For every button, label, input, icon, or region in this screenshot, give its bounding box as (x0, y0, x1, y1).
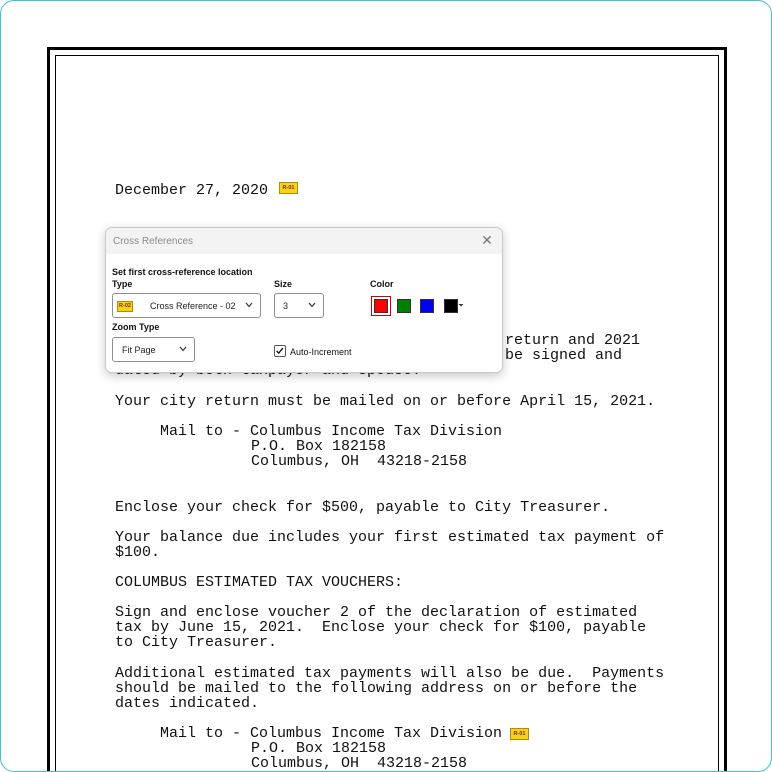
chevron-down-icon[interactable] (457, 301, 465, 309)
color-label: Color (370, 279, 394, 289)
chevron-down-icon (245, 302, 253, 308)
size-dropdown[interactable] (274, 293, 324, 318)
type-label: Type (112, 279, 133, 289)
check-icon (275, 346, 285, 356)
instruction-label: Set first cross-reference location (112, 267, 253, 277)
address-2-line-3: Columbus, OH 43218-2158 (251, 755, 468, 772)
chevron-down-icon (179, 346, 187, 352)
date-line: December 27, 2020 (115, 182, 269, 199)
address-1-line-3: Columbus, OH 43218-2158 (251, 453, 468, 470)
size-label: Size (274, 279, 293, 289)
type-value: Cross Reference - 02 (150, 301, 236, 311)
cross-reference-tag[interactable]: R-01 (279, 182, 298, 194)
color-swatch-blue[interactable] (420, 299, 434, 313)
sign-line-3: to City Treasurer. (115, 634, 278, 651)
auto-increment-checkbox[interactable] (274, 345, 286, 357)
additional-line-3: dates indicated. (115, 695, 260, 712)
zoom-type-label: Zoom Type (112, 322, 160, 332)
color-swatch-red[interactable] (374, 299, 388, 313)
address-1-line-2: P.O. Box 182158 (251, 438, 387, 455)
dialog-title: Cross References (113, 236, 194, 247)
cross-reference-tag[interactable]: R-01 (510, 728, 529, 740)
return-line-1: return and 2021 (505, 332, 641, 349)
address-2-line-1: Mail to - Columbus Income Tax Division (160, 725, 503, 742)
color-swatch-black[interactable] (444, 299, 458, 313)
color-swatch-green[interactable] (397, 299, 411, 313)
zoom-type-value: Fit Page (122, 345, 156, 355)
enclose-check-line: Enclose your check for $500, payable to City Treasurer. (115, 499, 611, 516)
type-tag-icon: R-02 (117, 301, 133, 312)
close-icon[interactable]: ✕ (481, 232, 493, 248)
address-2-line-2: P.O. Box 182158 (251, 740, 387, 757)
color-swatch-selected-frame[interactable] (371, 296, 391, 316)
sign-line-1: Sign and enclose voucher 2 of the declaration of estimated (115, 604, 638, 621)
balance-line-2: $100. (115, 544, 161, 561)
address-1-line-1: Mail to - Columbus Income Tax Division (160, 423, 503, 440)
chevron-down-icon (308, 302, 316, 308)
type-dropdown[interactable] (112, 293, 261, 318)
zoom-type-dropdown[interactable] (112, 337, 195, 362)
size-value: 3 (283, 301, 289, 311)
vouchers-heading: COLUMBUS ESTIMATED TAX VOUCHERS: (115, 574, 404, 591)
additional-line-1: Additional estimated tax payments will also be due. Payments (115, 665, 665, 682)
sign-line-2: tax by June 15, 2021. Enclose your check for $100, payable (115, 619, 647, 636)
balance-line-1: Your balance due includes your first estimated tax payment of (115, 529, 665, 546)
return-line-2: be signed and (505, 347, 623, 364)
dialog-titlebar[interactable] (106, 228, 502, 254)
mail-deadline-line: Your city return must be mailed on or before April 15, 2021. (115, 393, 656, 410)
auto-increment-label[interactable]: Auto-Increment (290, 347, 352, 357)
additional-line-2: should be mailed to the following address on or before the (115, 680, 638, 697)
